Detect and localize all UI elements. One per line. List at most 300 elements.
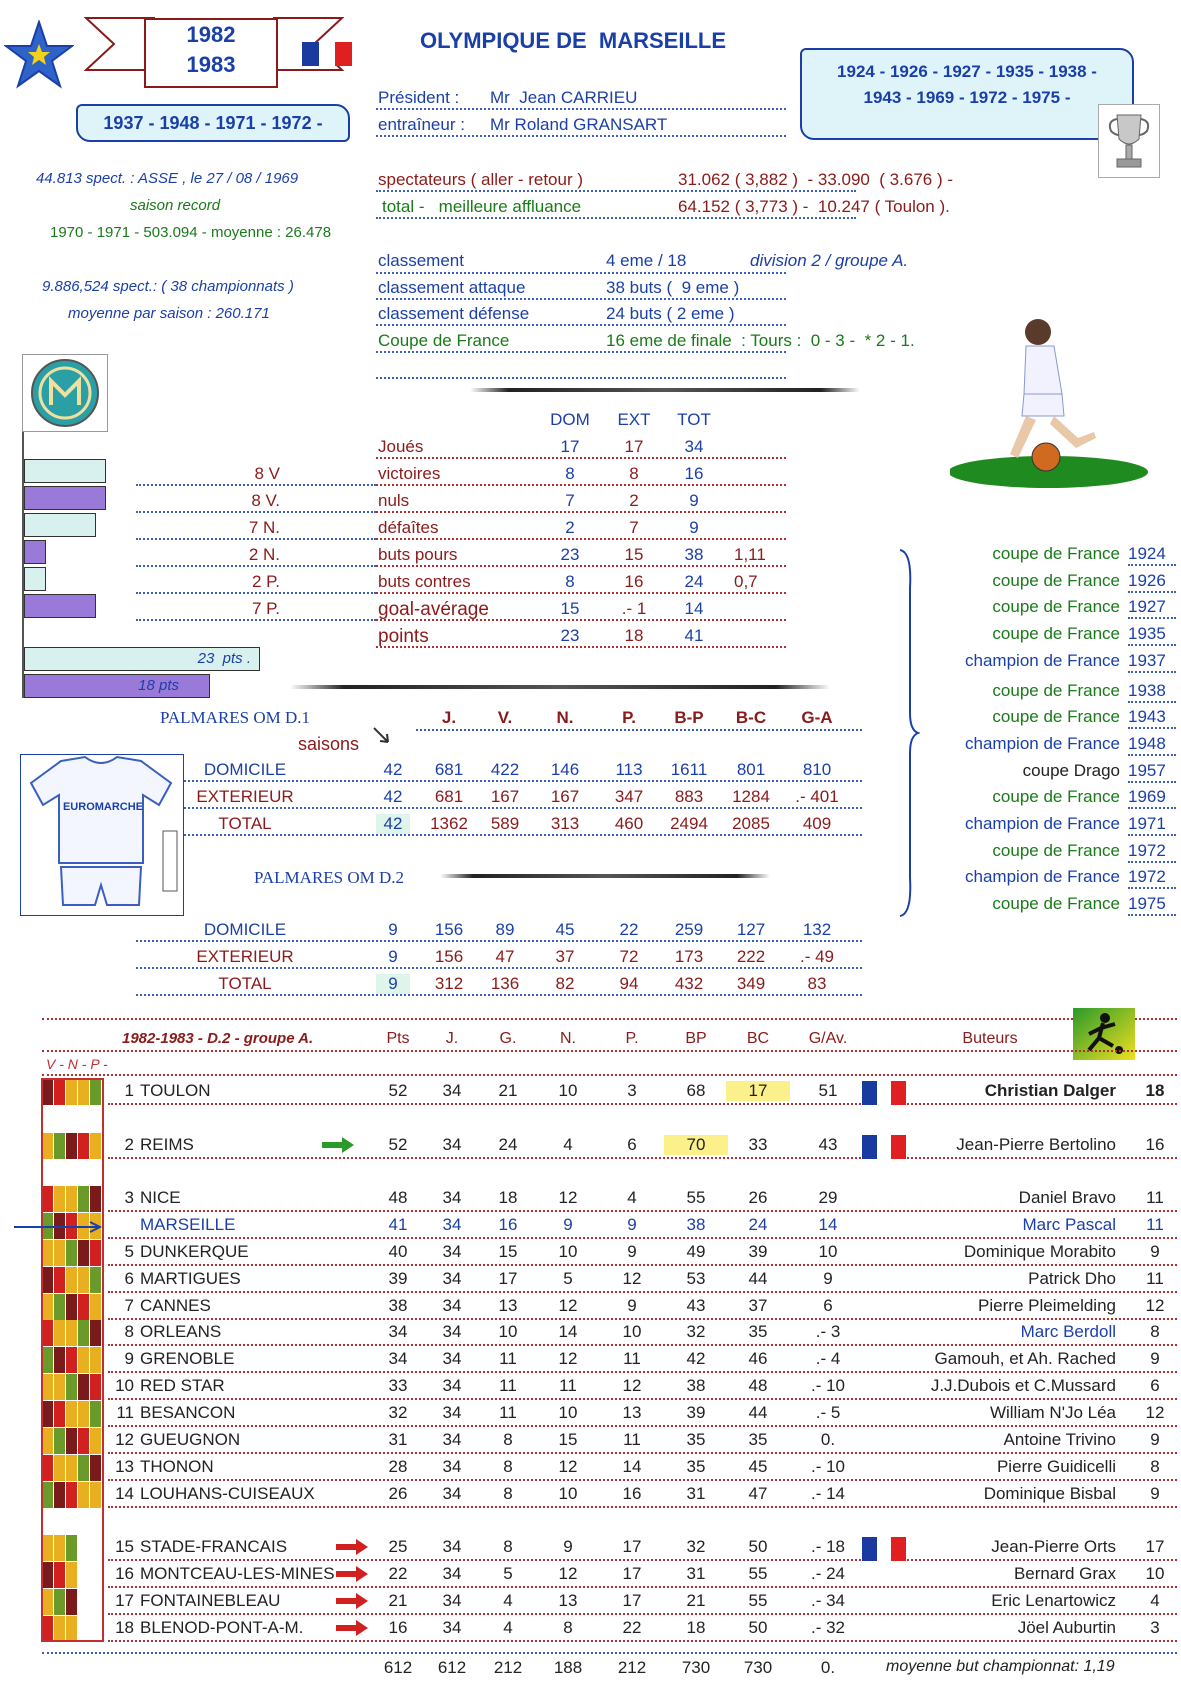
shirt-sponsor: EUROMARCHE <box>62 801 144 813</box>
league-pts: 38 <box>388 1296 408 1315</box>
league-gav: .- 3 <box>815 1322 841 1341</box>
stats-tot: 34 <box>684 437 704 456</box>
league-total-gav: 0. <box>820 1658 836 1677</box>
league-j: 34 <box>442 1430 462 1449</box>
vnp-frame <box>41 1078 104 1642</box>
honour-year: 1971 <box>1128 814 1176 836</box>
league-goals: 11 <box>1146 1215 1164 1234</box>
league-title: 1982-1983 - D.2 - groupe A. <box>122 1030 314 1047</box>
league-bp: 38 <box>686 1215 706 1234</box>
stats-dom: 8 <box>565 464 575 483</box>
league-j: 34 <box>442 1591 462 1610</box>
league-bc: 48 <box>748 1376 768 1395</box>
league-goals: 10 <box>1145 1564 1165 1583</box>
palmares-d1-bp: 1611 <box>670 760 708 779</box>
stats-row-label: buts contres <box>378 572 471 591</box>
league-scorer: Jean-Pierre Bertolino <box>956 1135 1116 1154</box>
league-goals: 16 <box>1145 1135 1165 1154</box>
palmares-d2-j: 156 <box>434 947 464 966</box>
points-bar-1 <box>24 647 260 671</box>
points-bar-1-label: 23 pts . <box>197 650 251 667</box>
league-bp: 49 <box>686 1242 706 1261</box>
league-pts: 52 <box>388 1135 408 1154</box>
stats-dom: 8 <box>565 572 575 591</box>
kicker-icon <box>1073 1008 1135 1060</box>
league-rank: 9 <box>124 1349 134 1368</box>
league-g: 4 <box>503 1591 513 1610</box>
club-badge-icon <box>22 354 108 432</box>
attack-label: classement attaque <box>378 278 526 297</box>
league-bp: 31 <box>686 1484 706 1503</box>
stats-tot: 16 <box>684 464 704 483</box>
league-j: 34 <box>442 1376 462 1395</box>
palmares-d2-j: 312 <box>434 974 464 993</box>
honour-year: 1927 <box>1128 597 1176 619</box>
palmares-d2-v: 136 <box>490 974 520 993</box>
league-team: STADE-FRANCAIS <box>140 1537 288 1556</box>
league-team: FONTAINEBLEAU <box>140 1591 281 1610</box>
divider-scribble-3 <box>440 874 770 878</box>
league-bp: 53 <box>686 1269 706 1288</box>
league-total-p: 212 <box>617 1658 647 1677</box>
league-g: 24 <box>498 1135 518 1154</box>
league-n: 9 <box>563 1537 573 1556</box>
honour-title: champion de France <box>965 814 1120 833</box>
league-pts: 33 <box>388 1376 408 1395</box>
league-gav: .- 4 <box>815 1349 841 1368</box>
league-scorer: Daniel Bravo <box>1018 1188 1116 1207</box>
palmares-d1-j: 1362 <box>430 814 468 833</box>
attendance-label-2: total - meilleure affluance <box>382 197 582 216</box>
league-gav: 14 <box>818 1215 838 1234</box>
league-bp: 43 <box>686 1296 706 1315</box>
stats-dom: 23 <box>560 545 580 564</box>
league-total-j: 612 <box>437 1658 467 1677</box>
stats-tot: 24 <box>684 572 704 591</box>
league-j: 34 <box>442 1484 462 1503</box>
league-j: 34 <box>442 1135 462 1154</box>
stats-row-label: défaîtes <box>378 518 439 537</box>
saisons-label: saisons <box>298 734 360 754</box>
record-line-1: 44.813 spect. : ASSE , le 27 / 08 / 1969 <box>36 170 299 187</box>
palmares-d1-row-label: DOMICILE <box>203 760 287 779</box>
french-flag-icon <box>302 42 352 66</box>
league-rank: 11 <box>116 1403 134 1422</box>
honour-year: 1969 <box>1128 787 1176 809</box>
league-j: 34 <box>442 1457 462 1476</box>
league-pts: 34 <box>388 1322 408 1341</box>
stats-side-label: 2 N. <box>248 545 280 564</box>
league-j: 34 <box>442 1269 462 1288</box>
palmares-d2-title: PALMARES OM D.2 <box>254 868 405 887</box>
league-n: 12 <box>558 1457 578 1476</box>
stats-bar-6 <box>24 594 96 618</box>
league-team: NICE <box>140 1188 181 1207</box>
league-n: 11 <box>559 1376 577 1395</box>
league-j: 34 <box>442 1322 462 1341</box>
coach-name: Mr Roland GRANSART <box>490 115 668 134</box>
league-p: 22 <box>622 1618 642 1637</box>
league-p: 10 <box>622 1322 642 1341</box>
league-g: 8 <box>503 1537 513 1556</box>
president-label: Président : <box>378 88 460 107</box>
league-p: 17 <box>622 1537 642 1556</box>
league-goals: 11 <box>1146 1188 1164 1207</box>
league-j: 34 <box>442 1215 462 1234</box>
coach-label: entraîneur : <box>378 115 465 134</box>
palmares-d1-v: 422 <box>490 760 520 779</box>
league-total-n: 188 <box>553 1658 583 1677</box>
league-g: 11 <box>499 1403 517 1422</box>
league-team: BLENOD-PONT-A-M. <box>140 1618 304 1637</box>
defense-label: classement défense <box>378 304 530 323</box>
stats-tot: 38 <box>684 545 704 564</box>
palmares-header: B-C <box>735 708 767 727</box>
league-team: MONTCEAU-LES-MINES <box>140 1564 335 1583</box>
league-n: 12 <box>558 1564 578 1583</box>
attack-value: 38 buts ( 9 eme ) <box>606 278 740 297</box>
league-header-pts: Pts <box>386 1030 410 1047</box>
league-rank: 6 <box>124 1269 134 1288</box>
league-gav: .- 10 <box>810 1457 846 1476</box>
league-bc: 45 <box>748 1457 768 1476</box>
league-team: REIMS <box>140 1135 194 1154</box>
league-gav: 9 <box>823 1269 833 1288</box>
honour-title: coupe de France <box>992 707 1120 727</box>
palmares-d2-ga: 132 <box>802 920 832 939</box>
league-rank: 18 <box>115 1618 134 1637</box>
stats-ext: 2 <box>629 491 639 510</box>
honour-year: 1943 <box>1128 707 1176 729</box>
palmares-d2-bp: 432 <box>674 974 704 993</box>
league-header-scorers: Buteurs <box>962 1030 1018 1047</box>
honour-year: 1924 <box>1128 544 1176 566</box>
palmares-d2-row-label: EXTERIEUR <box>196 947 294 966</box>
league-bp: 39 <box>686 1403 706 1422</box>
palmares-d1-bc: 1284 <box>732 787 770 806</box>
league-rank: 16 <box>115 1564 134 1583</box>
league-g: 11 <box>499 1376 517 1395</box>
relegation-arrow-icon <box>336 1620 368 1641</box>
palmares-d2-bc: 127 <box>736 920 766 939</box>
palmares-d1-n: 313 <box>550 814 580 833</box>
league-team: MARTIGUES <box>140 1269 241 1288</box>
league-scorer: Jean-Pierre Orts <box>991 1537 1116 1556</box>
stats-tot: 14 <box>684 599 704 618</box>
stats-ext: 7 <box>629 518 639 537</box>
league-goals: 8 <box>1150 1322 1160 1341</box>
stats-bar-1 <box>24 459 106 483</box>
president-name: Mr Jean CARRIEU <box>490 88 638 107</box>
league-pts: 48 <box>388 1188 408 1207</box>
league-pts: 22 <box>388 1564 408 1583</box>
honour-title: coupe de France <box>992 787 1120 807</box>
league-goals: 9 <box>1150 1349 1160 1368</box>
cup-value: 16 eme de finale : Tours : 0 - 3 - * 2 - 1. <box>606 331 915 350</box>
league-rank: 7 <box>124 1296 134 1315</box>
league-bc: 35 <box>748 1322 768 1341</box>
league-scorer: Eric Lenartowicz <box>991 1591 1116 1610</box>
league-gav: 10 <box>818 1242 838 1261</box>
honour-title: coupe de France <box>992 624 1120 644</box>
league-n: 10 <box>558 1484 578 1503</box>
league-team: RED STAR <box>140 1376 225 1395</box>
league-bp: 55 <box>686 1188 706 1207</box>
palmares-d2-p: 94 <box>619 974 639 993</box>
league-g: 18 <box>498 1188 518 1207</box>
league-team: LOUHANS-CUISEAUX <box>140 1484 315 1503</box>
stats-row-label: buts pours <box>378 545 458 564</box>
honour-year: 1935 <box>1128 624 1176 646</box>
honour-year: 1972 <box>1128 841 1176 863</box>
palmares-d2-p: 22 <box>619 920 639 939</box>
stats-header-ext: EXT <box>617 410 651 429</box>
vnp-label: V - N - P - <box>46 1056 108 1072</box>
stats-ext: 17 <box>624 437 644 456</box>
league-header-gav: G/Av. <box>808 1030 848 1047</box>
league-rank: 12 <box>115 1430 134 1449</box>
palmares-d1-bp: 883 <box>674 787 704 806</box>
league-g: 17 <box>498 1269 518 1288</box>
league-goals: 3 <box>1150 1618 1160 1637</box>
french-flag-icon <box>862 1537 906 1561</box>
league-j: 34 <box>442 1081 462 1100</box>
honour-title: champion de France <box>965 867 1120 887</box>
stats-dom: 7 <box>565 491 575 510</box>
relegation-arrow-icon <box>336 1539 368 1560</box>
palmares-d1-ga: 409 <box>802 814 832 833</box>
league-rank: 8 <box>124 1322 134 1341</box>
league-bp: 68 <box>686 1081 706 1100</box>
league-j: 34 <box>442 1537 462 1556</box>
stats-ratio: 1,11 <box>734 545 766 564</box>
league-pts: 40 <box>388 1242 408 1261</box>
honour-year: 1948 <box>1128 734 1176 756</box>
league-pts: 16 <box>388 1618 408 1637</box>
stats-row-label: points <box>378 626 429 647</box>
stats-dom: 17 <box>560 437 580 456</box>
league-p: 11 <box>623 1349 641 1368</box>
league-total-bc: 730 <box>743 1658 773 1677</box>
ranking-value: 4 eme / 18 <box>606 251 687 270</box>
league-bp: 31 <box>686 1564 706 1583</box>
footballer-illustration <box>950 312 1160 492</box>
trophy-icon <box>1098 104 1160 178</box>
honour-title: coupe de France <box>992 894 1120 914</box>
league-rank: 3 <box>124 1188 134 1207</box>
league-bc: 17 <box>726 1081 790 1101</box>
league-team: ORLEANS <box>140 1322 222 1341</box>
stats-row-label: Joués <box>378 437 424 456</box>
league-scorer: Gamouh, et Ah. Rached <box>934 1349 1116 1368</box>
league-gav: 43 <box>818 1135 838 1154</box>
palmares-d1-seasons: 42 <box>376 814 410 834</box>
league-gav: 0. <box>820 1430 836 1449</box>
league-goals: 12 <box>1145 1403 1165 1422</box>
stats-row-label: goal-avérage <box>378 599 489 620</box>
honour-year: 1972 <box>1128 867 1176 889</box>
league-pts: 25 <box>388 1537 408 1556</box>
league-bc: 44 <box>748 1403 768 1422</box>
league-gav: .- 5 <box>815 1403 841 1422</box>
league-goals: 18 <box>1145 1081 1165 1100</box>
league-header-n: N. <box>560 1030 576 1047</box>
palmares-header: P. <box>622 708 636 727</box>
palmares-d1-n: 167 <box>550 787 580 806</box>
league-bc: 37 <box>748 1296 768 1315</box>
palmares-d1-row-label: TOTAL <box>218 814 272 833</box>
palmares-d1-seasons: 42 <box>383 760 403 779</box>
league-j: 34 <box>442 1188 462 1207</box>
league-goals: 11 <box>1146 1269 1164 1288</box>
palmares-header: N. <box>556 708 574 727</box>
stats-ratio: 0,7 <box>734 572 758 591</box>
league-goals: 17 <box>1145 1537 1165 1556</box>
league-g: 21 <box>498 1081 518 1100</box>
league-team: MARSEILLE <box>140 1215 236 1234</box>
league-n: 4 <box>563 1135 573 1154</box>
league-header-bp: BP <box>685 1030 707 1047</box>
league-team: THONON <box>140 1457 214 1476</box>
palmares-d2-bp: 259 <box>674 920 704 939</box>
league-p: 13 <box>622 1403 642 1422</box>
palmares-d1-bp: 2494 <box>670 814 708 833</box>
palmares-d2-n: 37 <box>555 947 575 966</box>
club-title: OLYMPIQUE DE MARSEILLE <box>420 28 727 53</box>
relegation-arrow-icon <box>336 1566 368 1587</box>
league-team: GRENOBLE <box>140 1349 235 1368</box>
honour-title: coupe de France <box>992 840 1120 860</box>
stats-ext: 15 <box>624 545 644 564</box>
league-pts: 39 <box>388 1269 408 1288</box>
league-average-note: moyenne but championnat: 1,19 <box>886 1658 1115 1675</box>
league-rank: 2 <box>124 1135 134 1154</box>
defense-value: 24 buts ( 2 eme ) <box>606 304 735 323</box>
league-p: 4 <box>627 1188 637 1207</box>
palmares-d1-v: 589 <box>490 814 520 833</box>
league-p: 9 <box>627 1242 637 1261</box>
palmares-d1-p: 113 <box>615 760 643 779</box>
palmares-d1-p: 347 <box>614 787 644 806</box>
league-scorer: William N'Jo Léa <box>989 1403 1116 1422</box>
league-rank: 10 <box>115 1376 134 1395</box>
stats-side-label: 8 V <box>254 464 280 483</box>
cup-years-line-2: 1943 - 1969 - 1972 - 1975 - <box>863 88 1071 107</box>
record-line-3: 1970 - 1971 - 503.094 - moyenne : 26.478 <box>50 224 332 241</box>
league-p: 17 <box>622 1591 642 1610</box>
league-scorer: J.J.Dubois et C.Mussard <box>930 1376 1116 1395</box>
honour-year: 1938 <box>1128 681 1176 703</box>
league-g: 8 <box>503 1457 513 1476</box>
season-year-1: 1982 <box>186 22 236 47</box>
palmares-d2-seasons: 9 <box>388 920 398 939</box>
palmares-d2-seasons: 9 <box>376 974 410 994</box>
points-bar-2-label: 18 pts <box>138 677 179 694</box>
stats-dom: 15 <box>560 599 580 618</box>
palmares-d1-v: 167 <box>490 787 520 806</box>
league-n: 9 <box>563 1215 573 1234</box>
league-gav: .- 18 <box>810 1537 846 1556</box>
league-total-g: 212 <box>493 1658 523 1677</box>
honour-year: 1957 <box>1128 761 1176 783</box>
relegation-arrow-icon <box>336 1593 368 1614</box>
palmares-d2-row-label: DOMICILE <box>203 920 287 939</box>
palmares-d1-seasons: 42 <box>383 787 403 806</box>
record-line-4: 9.886,524 spect.: ( 38 championnats ) <box>42 278 294 295</box>
league-pts: 41 <box>388 1215 408 1234</box>
palmares-d2-n: 82 <box>555 974 575 993</box>
league-bc: 24 <box>748 1215 768 1234</box>
stats-dom: 2 <box>565 518 575 537</box>
stats-bar-4 <box>24 540 46 564</box>
honour-title: coupe de France <box>992 570 1120 590</box>
league-scorer: Marc Pascal <box>1022 1215 1116 1234</box>
league-bp: 38 <box>686 1376 706 1395</box>
stats-side-label: 7 P. <box>251 599 280 618</box>
league-n: 10 <box>558 1242 578 1261</box>
palmares-d1-ga: .- 401 <box>795 787 839 806</box>
palmares-d1-p: 460 <box>614 814 644 833</box>
record-line-2: saison record <box>130 197 221 214</box>
league-scorer: Patrick Dho <box>1028 1269 1116 1288</box>
league-g: 8 <box>503 1484 513 1503</box>
palmares-d2-ga: 83 <box>807 974 827 993</box>
shirt-illustration <box>20 754 184 916</box>
league-j: 34 <box>442 1564 462 1583</box>
palmares-d2-seasons: 9 <box>388 947 398 966</box>
league-goals: 6 <box>1150 1376 1160 1395</box>
league-team: BESANCON <box>140 1403 236 1422</box>
ranking-division: division 2 / groupe A. <box>750 251 909 270</box>
league-p: 12 <box>622 1269 642 1288</box>
stats-tot: 9 <box>689 518 699 537</box>
palmares-d1-bc: 2085 <box>732 814 770 833</box>
palmares-d1-title: PALMARES OM D.1 <box>160 708 311 727</box>
league-scorer: Bernard Grax <box>1013 1564 1116 1583</box>
league-p: 9 <box>627 1215 637 1234</box>
league-scorer: Pierre Pleimelding <box>978 1296 1116 1315</box>
league-j: 34 <box>442 1242 462 1261</box>
palmares-header: B-P <box>674 708 704 727</box>
stats-side-label: 7 N. <box>248 518 280 537</box>
league-rank: 17 <box>115 1591 134 1610</box>
league-g: 4 <box>503 1618 513 1637</box>
palmares-header: J. <box>441 708 457 727</box>
league-goals: 9 <box>1150 1430 1160 1449</box>
league-bc: 26 <box>748 1188 768 1207</box>
league-p: 17 <box>622 1564 642 1583</box>
league-header-p: P. <box>625 1030 639 1047</box>
palmares-d2-bp: 173 <box>674 947 704 966</box>
league-gav: .- 24 <box>810 1564 846 1583</box>
league-header-g: G. <box>499 1030 517 1047</box>
palmares-d2-n: 45 <box>555 920 575 939</box>
league-rank: 5 <box>124 1242 134 1261</box>
honour-title: champion de France <box>965 650 1120 670</box>
league-pts: 31 <box>388 1430 408 1449</box>
promotion-arrow-icon <box>322 1137 354 1158</box>
league-team: DUNKERQUE <box>140 1242 249 1261</box>
league-goals: 12 <box>1145 1296 1165 1315</box>
league-p: 6 <box>627 1135 637 1154</box>
league-p: 14 <box>622 1457 642 1476</box>
stats-tot: 9 <box>689 491 699 510</box>
palmares-d2-j: 156 <box>434 920 464 939</box>
stats-ext: .- 1 <box>621 599 647 618</box>
league-goals: 9 <box>1150 1484 1160 1503</box>
league-p: 3 <box>627 1081 637 1100</box>
league-rank: 14 <box>115 1484 134 1503</box>
